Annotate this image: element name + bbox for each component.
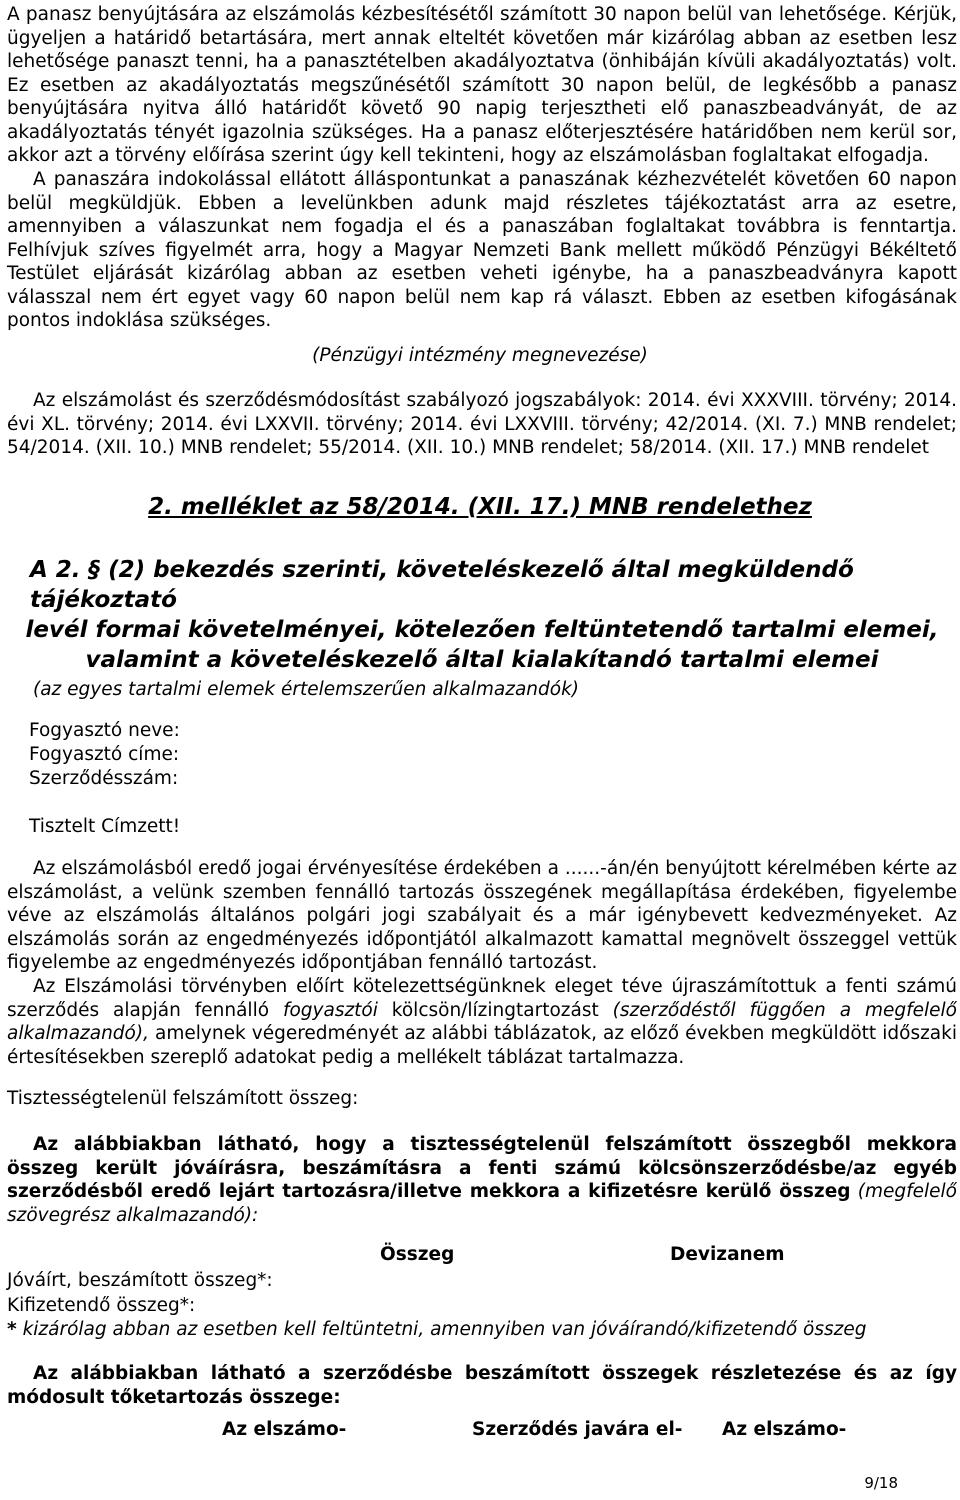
recalculation-text-c: kölcsön/lízingtartozást [377, 999, 613, 1021]
page-number: 9/18 [864, 1474, 898, 1492]
table2-col2: Szerződés javára el- [472, 1419, 683, 1440]
credited-amount-paragraph [7, 1133, 957, 1227]
legal-basis-paragraph [7, 389, 957, 460]
salutation: Tisztelt Címzett! [29, 816, 181, 837]
table1-row-credited: Jóváírt, beszámított összeg*: [7, 1270, 273, 1291]
table1-col-currency: Devizanem [670, 1244, 785, 1265]
capital-debt-paragraph [7, 1362, 957, 1409]
table2-col1: Az elszámo- [222, 1419, 347, 1440]
applicability-note: (az egyes tartalmi elemek értelemszerűen alkalmazandók) [33, 679, 579, 700]
institution-placeholder: (Pénzügyi intézmény megnevezése) [312, 345, 648, 366]
response-paragraph-text: A panaszára indokolással ellátott álláspontunkat a panaszának kézhezvételét követően 60 napon belül megküldjük. Ebben a levelünkben adunk majd részletes tájékoztatást arra az esetre, amennyiben a válaszunkat nem fogadja el és a panaszában foglaltakat továbbra is fenntartja. Felhívjuk szíves figyelmét arra, hogy a Magyar Nemzeti Bank mellett működő Pénzügyi Békéltető Testület eljárását kizárólag abban az esetben veheti igénybe, ha a panaszbeadványra kapott válasszal nem ért egyet vagy 60 napon belül nem kap rá választ. Ebben az esetben kifogásának pontos indoklása szükséges. [7, 169, 957, 331]
contract-number-field: Szerződésszám: [29, 768, 179, 789]
table1-col-amount: Összeg [380, 1244, 455, 1265]
response-paragraph [7, 168, 957, 333]
settlement-paragraph [7, 857, 957, 975]
table1-footnote [7, 1318, 866, 1341]
table2-col3: Az elszámo- [722, 1419, 847, 1440]
complaint-deadline-paragraph: A panasz benyújtására az elszámolás kézbesítésétől számított 30 napon belül van lehetősége. Kérjük, ügyeljen a határidő betartására, mert annak elteltét követően már kizárólag abban az esetben lesz lehetősége panaszt tenni, ha a panasztételben akadályoztatva (önhibáján kívüli akadályoztatás) volt. Ez esetben az akadályoztatás megszűnésétől számított 30 napon belül, de legkésőbb a panasz benyújtására nyitva álló határidőt követő 90 napig terjesztheti elő panaszbeadványát, de az akadályoztatás tényét igazolnia szükséges. Ha a panasz előterjesztésére határidőben nem kerül sor, akkor azt a törvény előírása szerint úgy kell tekinteni, hogy az elszámolásban foglaltakat elfogadja. [7, 4, 957, 166]
credited-amount-bold: Az alábbiakban látható, hogy a tisztességtelenül felszámított összegből mekkora összeg került jóváírásra, beszámításra a fenti számú kölcsönszerződésbe/az egyéb szerződésből eredő lejárt tartozásra/illetve mekkora a kifizetésre kerülő összeg [7, 1134, 957, 1202]
credited-amount-italic: (megfelelő szövegrész alkalmazandó): [7, 1181, 957, 1226]
consumer-address-field: Fogyasztó címe: [29, 744, 180, 765]
section-title-rest: levél formai követelményei, kötelezően feltüntetendő tartalmi elemei, valamint a követeléskezelő által kialakítandó tartalmi elemei [25, 617, 939, 673]
section-title-line1: A 2. § (2) bekezdés szerinti, követeléskezelő által megküldendő tájékoztató [30, 557, 854, 613]
recalculation-text-a: Az Elszámolási törvényben előírt kötelezettségünknek eleget téve újraszámítottuk a fenti számú szerződés alapján fennálló [7, 976, 957, 1021]
settlement-paragraph-text: Az elszámolásból eredő jogai érvényesítése érdekében a ......-án/én benyújtott kérelmében kérte az elszámolást, a velünk szemben fennálló tartozás összegének megállapítása érdekében, figyelembe véve az elszámolás általános polgári jogi szabályait és a már igénybevett kedvezményeket. Az elszámolás során az engedményezés időpontjától alkalmazott kamattal megnövelt összeggel vettük figyelembe az engedményezés időpontjában fennálló tartozást. [7, 858, 957, 973]
recalculation-text-d: (szerződéstől függően a megfelelő alkalmazandó), [7, 999, 957, 1044]
section-title [22, 555, 942, 675]
recalculation-text-b: fogyasztói [282, 999, 378, 1021]
legal-basis-text: Az elszámolást és szerződésmódosítást szabályozó jogszabályok: 2014. évi XXXVIII. törvény; 2014. évi XL. törvény; 2014. évi LXXVII. törvény; 2014. évi LXXVIII. törvény; 42/2014. (XI. 7.) MNB rendelet; 54/2014. (XII. 10.) MNB rendelet; 55/2014. (XII. 10.) MNB rendelet; 58/2014. (XII. 17.) MNB rendelet [7, 390, 957, 458]
recalculation-paragraph [7, 975, 957, 1069]
unfair-amount-label: Tisztességtelenül felszámított összeg: [7, 1088, 359, 1109]
footnote-star: * [7, 1319, 17, 1340]
consumer-name-field: Fogyasztó neve: [29, 720, 180, 741]
capital-debt-text: Az alábbiakban látható a szerződésbe beszámított összegek részletezése és az így módosult tőketartozás összege: [7, 1363, 957, 1408]
footnote-text: kizárólag abban az esetben kell feltüntetni, amennyiben van jóváírandó/kifizetendő összeg [16, 1319, 867, 1340]
recalculation-text-e: amelynek végeredményét az alábbi táblázatok, az előző években megküldött időszaki értesítésekben szereplő adatokat pedig a mellékelt táblázat tartalmazza. [7, 1023, 957, 1068]
annex-title: 2. melléklet az 58/2014. (XII. 17.) MNB rendelethez [148, 494, 812, 520]
table1-row-payable: Kifizetendő összeg*: [7, 1295, 196, 1316]
